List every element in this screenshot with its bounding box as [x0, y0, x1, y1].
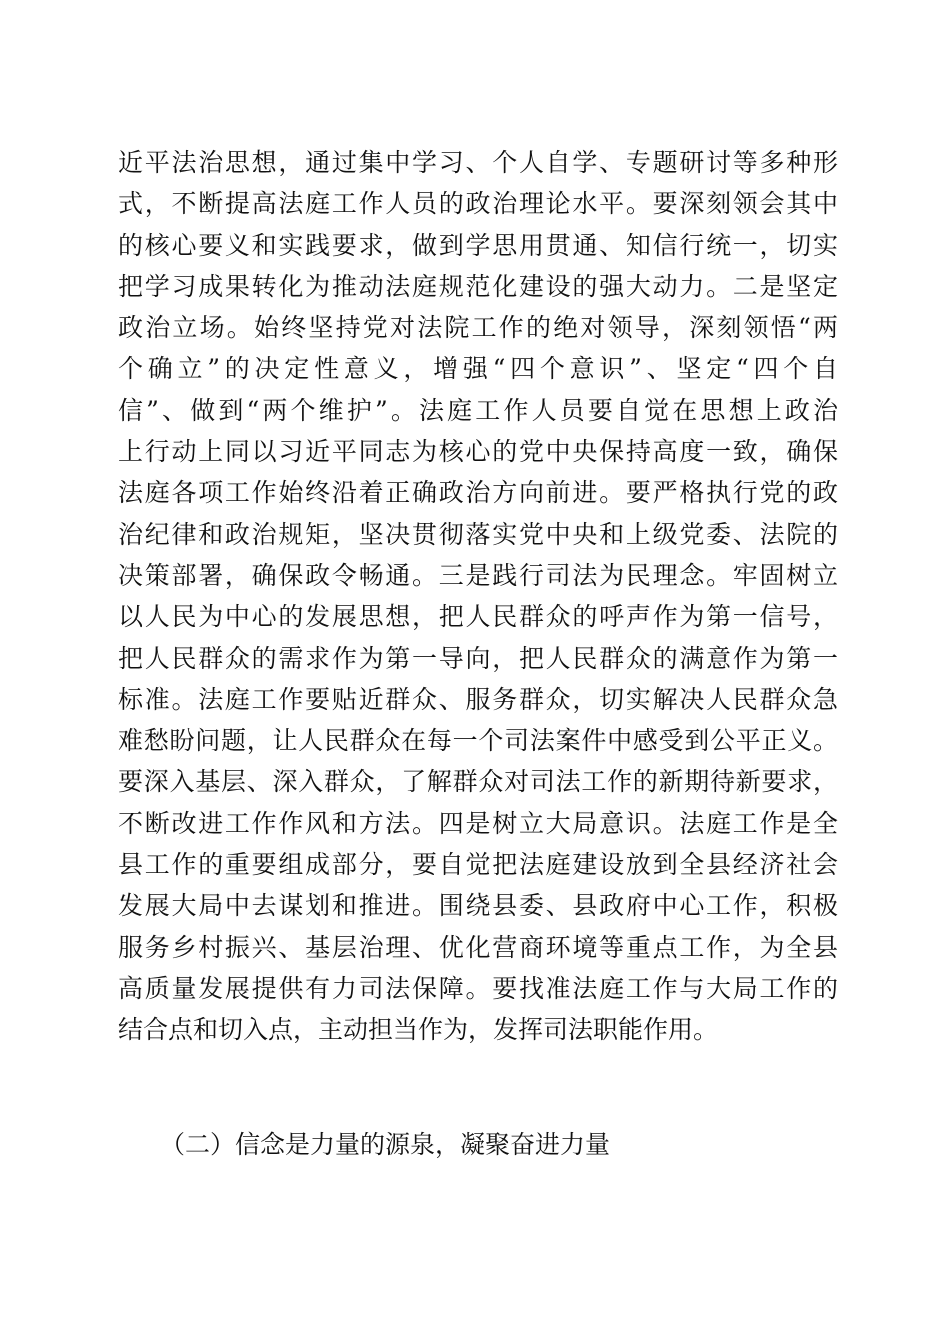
section-heading: （二）信念是力量的源泉，凝聚奋进力量	[160, 1130, 611, 1159]
paragraph-line: 要深入基层、深入群众，了解群众对司法工作的新期待新要求，	[118, 767, 838, 797]
paragraph-line: 信”、做到“两个维护”。法庭工作人员要自觉在思想上政治	[118, 395, 838, 425]
paragraph-line: 难愁盼问题，让人民群众在每一个司法案件中感受到公平正义。	[118, 726, 838, 756]
body-paragraph	[118, 142, 838, 1051]
paragraph-line: 不断改进工作作风和方法。四是树立大局意识。法庭工作是全	[118, 808, 838, 838]
paragraph-line: 县工作的重要组成部分，要自觉把法庭建设放到全县经济社会	[118, 850, 838, 880]
paragraph-line: 发展大局中去谋划和推进。围绕县委、县政府中心工作，积极	[118, 891, 838, 921]
paragraph-line: 近平法治思想，通过集中学习、个人自学、专题研讨等多种形	[118, 148, 838, 177]
paragraph-line: 的核心要义和实践要求，做到学思用贯通、知信行统一，切实	[118, 230, 838, 260]
paragraph-line: 政治立场。始终坚持党对法院工作的绝对领导，深刻领悟“两	[118, 313, 838, 343]
paragraph-line: 决策部署，确保政令畅通。三是践行司法为民理念。牢固树立	[118, 560, 838, 590]
paragraph-line: 结合点和切入点，主动担当作为，发挥司法职能作用。	[118, 1015, 719, 1045]
paragraph-line: 个确立”的决定性意义，增强“四个意识”、坚定“四个自	[118, 354, 839, 384]
paragraph-line: 标准。法庭工作要贴近群众、服务群众，切实解决人民群众急	[118, 684, 838, 714]
paragraph-line: 上行动上同以习近平同志为核心的党中央保持高度一致，确保	[118, 437, 838, 467]
paragraph-line: 治纪律和政治规矩，坚决贯彻落实党中央和上级党委、法院的	[118, 519, 838, 549]
paragraph-line: 式，不断提高法庭工作人员的政治理论水平。要深刻领会其中	[118, 189, 838, 219]
paragraph-line: 以人民为中心的发展思想，把人民群众的呼声作为第一信号，	[118, 602, 838, 632]
paragraph-line: 把人民群众的需求作为第一导向，把人民群众的满意作为第一	[118, 643, 838, 673]
paragraph-line: 法庭各项工作始终沿着正确政治方向前进。要严格执行党的政	[118, 478, 838, 508]
paragraph-line: 高质量发展提供有力司法保障。要找准法庭工作与大局工作的	[118, 973, 838, 1003]
paragraph-line: 把学习成果转化为推动法庭规范化建设的强大动力。二是坚定	[118, 271, 838, 301]
paragraph-line: 服务乡村振兴、基层治理、优化营商环境等重点工作，为全县	[118, 932, 838, 962]
